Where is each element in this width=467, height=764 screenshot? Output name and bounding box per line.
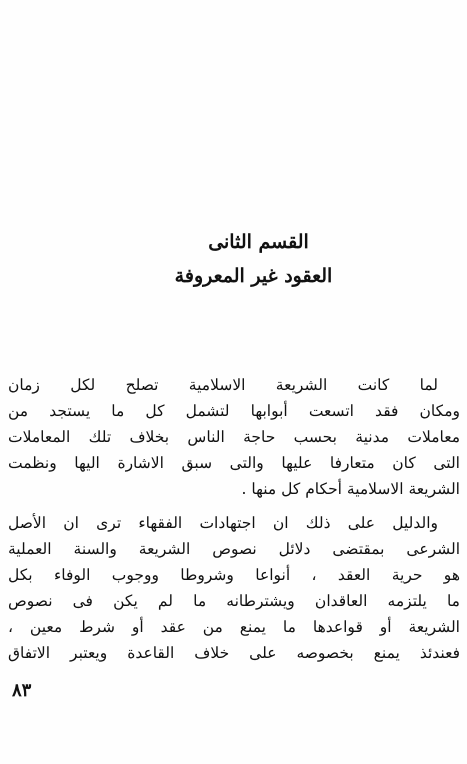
paragraph-line: معاملات مدنية بحسب حاجة الناس بخلاف تلك المعاملات [8, 428, 460, 446]
paragraph-line: هو حرية العقد ، أنواعا وشروطا ووجوب الوفاء بكل [8, 566, 460, 584]
section-heading: القسم الثانى [208, 231, 309, 253]
page-number: ٨٣ [12, 680, 32, 701]
paragraph-1 [8, 372, 460, 502]
paragraph-line: التى كان متعارفا عليها والتى سبق الاشارة اليها ونظمت [8, 454, 460, 472]
paragraph-line: الشريعة أو قواعدها ما يمنع من عقد أو شرط معين ، [8, 618, 460, 636]
paragraph-line: لما كانت الشريعة الاسلامية تصلح لكل زمان [8, 376, 438, 394]
paragraph-line: ما يلتزمه العاقدان ويشترطانه ما لم يكن فى نصوص [8, 592, 460, 610]
paragraph-line: والدليل على ذلك ان اجتهادات الفقهاء ترى ان الأصل [8, 514, 438, 532]
paragraph-line: الشريعة الاسلامية أحكام كل منها . [241, 480, 460, 498]
paragraph-line: الشرعى بمقتضى دلائل نصوص الشريعة والسنة العملية [8, 540, 460, 558]
chapter-title: العقود غير المعروفة [174, 265, 333, 287]
paragraph-2 [8, 510, 460, 666]
paragraph-line: فعندئذ يمنع بخصوصه على خلاف القاعدة ويعتبر الاتفاق [8, 644, 460, 662]
paragraph-line: ومكان فقد اتسعت أبوابها لتشمل كل ما يستجد من [8, 402, 460, 420]
